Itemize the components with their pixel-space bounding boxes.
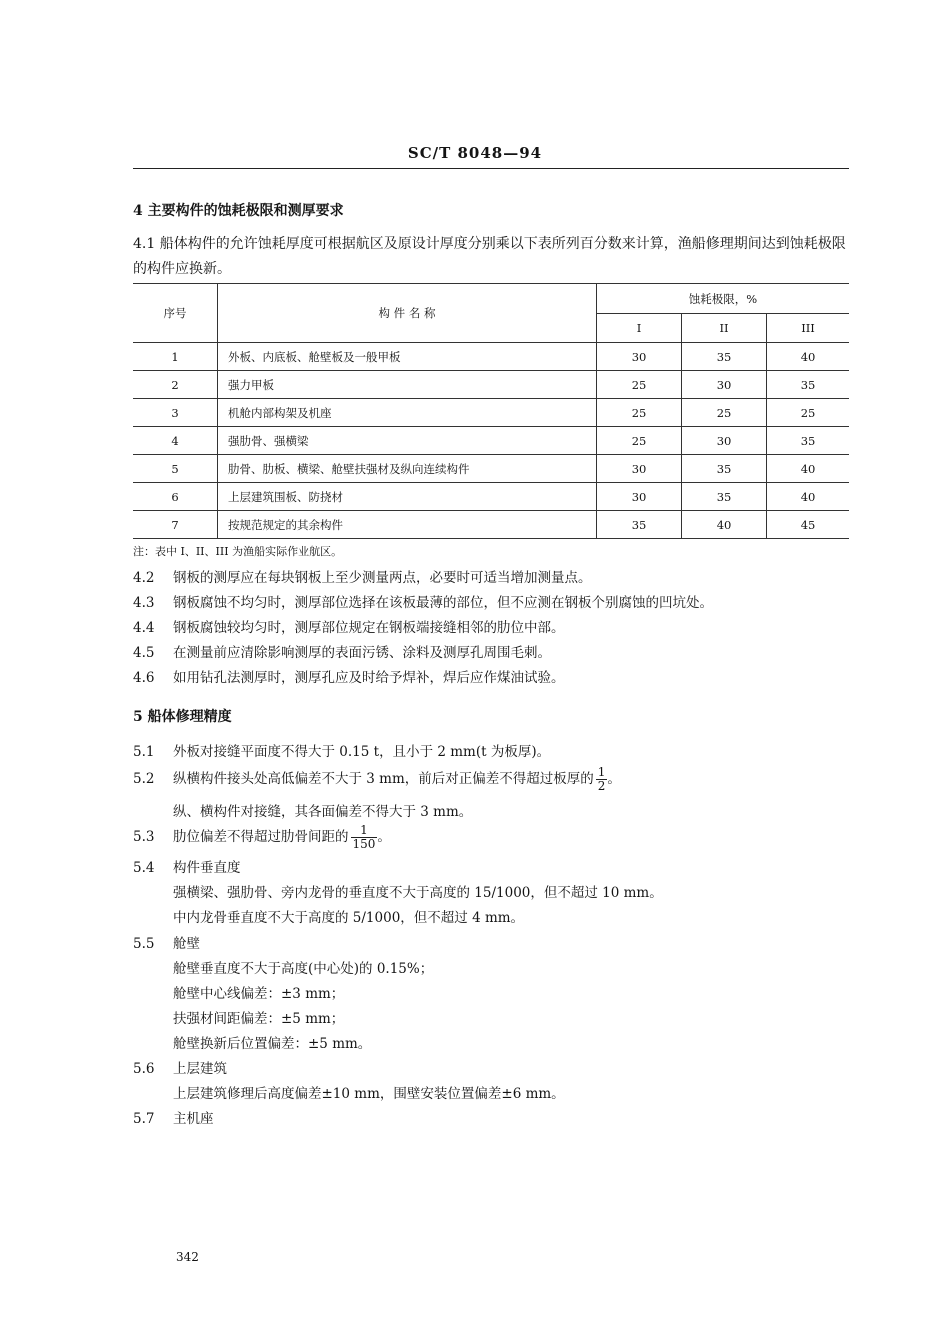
- item-5-5-line-1: 舱壁垂直度不大于高度(中心处)的 0.15%；: [173, 961, 434, 977]
- limit-zone-1: 30: [597, 455, 682, 483]
- limit-zone-3: 25: [767, 399, 849, 427]
- table-row: [133, 343, 849, 371]
- limit-zone-1: 35: [597, 511, 682, 539]
- item-5-6-line-1: 上层建筑修理后高度偏差±10 mm，围壁安装位置偏差±6 mm。: [173, 1086, 565, 1102]
- item-number: 5.4: [133, 860, 155, 876]
- item-4-3: [133, 591, 713, 611]
- item-5-4-line-2: 中内龙骨垂直度不大于高度的 5/1000，但不超过 4 mm。: [173, 910, 525, 926]
- table-note: 注：表中 I、II、III 为渔船实际作业航区。: [133, 545, 343, 558]
- section-4-heading: 4 主要构件的蚀耗极限和测厚要求: [133, 203, 344, 219]
- item-number: 4.4: [133, 620, 155, 636]
- item-number: 5.5: [133, 936, 155, 952]
- limit-zone-1: 25: [597, 427, 682, 455]
- limit-zone-2: 25: [682, 399, 767, 427]
- component-name: 肋骨、肋板、横梁、舱壁扶强材及纵向连续构件: [218, 455, 597, 483]
- item-4-5: [133, 641, 551, 661]
- row-number: 2: [133, 371, 218, 399]
- table-row: [133, 511, 849, 539]
- row-number: 6: [133, 483, 218, 511]
- item-5-5-line-4: 舱壁换新后位置偏差：±5 mm。: [173, 1036, 372, 1052]
- fraction-numerator: 1: [597, 765, 606, 779]
- item-number: 5.1: [133, 744, 155, 760]
- item-5-4-line-1: 强横梁、强肋骨、旁内龙骨的垂直度不大于高度的 15/1000，但不超过 10 mm。: [173, 885, 663, 901]
- paragraph-4-1: 4.1 船体构件的允许蚀耗厚度可根据航区及原设计厚度分别乘以下表所列百分数来计算，渔船修理期间达到蚀耗极限的构件应换新。: [133, 236, 846, 277]
- fraction-one-150: [351, 824, 378, 851]
- component-name: 强力甲板: [218, 371, 597, 399]
- component-name: 外板、内底板、舱壁板及一般甲板: [218, 343, 597, 371]
- item-4-4: [133, 616, 565, 636]
- limit-zone-3: 45: [767, 511, 849, 539]
- header-component-name: 构 件 名 称: [218, 284, 597, 343]
- item-5-7: [133, 1107, 214, 1127]
- corrosion-limit-table: [133, 283, 849, 539]
- table-row: [133, 483, 849, 511]
- page-number: 342: [176, 1250, 199, 1264]
- item-text: 钢板的测厚应在每块钢板上至少测量两点，必要时可适当增加测量点。: [173, 570, 592, 586]
- component-name: 强肋骨、强横梁: [218, 427, 597, 455]
- item-5-3: [133, 824, 391, 851]
- fraction-denominator: 2: [597, 779, 606, 793]
- item-number: 5.7: [133, 1111, 155, 1127]
- item-title: 构件垂直度: [173, 860, 241, 876]
- limit-zone-1: 30: [597, 483, 682, 511]
- item-number: 4.2: [133, 570, 155, 586]
- item-number: 4.6: [133, 670, 155, 686]
- item-5-5-line-3: 扶强材间距偏差：±5 mm；: [173, 1011, 345, 1027]
- item-5-4: [133, 856, 241, 876]
- item-number: 5.2: [133, 771, 155, 787]
- item-title: 主机座: [173, 1111, 214, 1127]
- item-text: 纵横构件接头处高低偏差不大于 3 mm，前后对正偏差不得超过板厚的: [173, 771, 594, 787]
- limit-zone-3: 40: [767, 455, 849, 483]
- item-5-5-line-2: 舱壁中心线偏差：±3 mm；: [173, 986, 345, 1002]
- header-corrosion-limit: 蚀耗极限，%: [597, 284, 850, 314]
- header-seq: 序号: [133, 284, 218, 343]
- document-code: SC/T 8048—94: [407, 144, 543, 162]
- table-row: [133, 455, 849, 483]
- item-4-2: [133, 566, 592, 586]
- limit-zone-1: 30: [597, 343, 682, 371]
- limit-zone-3: 40: [767, 483, 849, 511]
- limit-zone-2: 30: [682, 427, 767, 455]
- item-5-2: [133, 766, 621, 793]
- row-number: 1: [133, 343, 218, 371]
- limit-zone-2: 35: [682, 483, 767, 511]
- header-zone-3: III: [767, 314, 849, 343]
- header-zone-1: I: [597, 314, 682, 343]
- item-number: 5.6: [133, 1061, 155, 1077]
- item-number: 4.5: [133, 645, 155, 661]
- limit-zone-3: 35: [767, 371, 849, 399]
- limit-zone-1: 25: [597, 399, 682, 427]
- item-5-1: [133, 740, 550, 760]
- limit-zone-3: 35: [767, 427, 849, 455]
- header-rule: [133, 168, 849, 169]
- row-number: 4: [133, 427, 218, 455]
- item-number: 5.3: [133, 829, 155, 845]
- limit-zone-2: 35: [682, 455, 767, 483]
- header-zone-2: II: [682, 314, 767, 343]
- item-text: 在测量前应清除影响测厚的表面污锈、涂料及测厚孔周围毛刺。: [173, 645, 551, 661]
- limit-zone-2: 35: [682, 343, 767, 371]
- item-5-2-detail: 纵、横构件对接缝，其各面偏差不得大于 3 mm。: [173, 804, 473, 820]
- row-number: 7: [133, 511, 218, 539]
- item-5-6: [133, 1057, 227, 1077]
- item-text: 钢板腐蚀不均匀时，测厚部位选择在该板最薄的部位，但不应测在钢板个别腐蚀的凹坑处。: [173, 595, 713, 611]
- component-name: 机舱内部构架及机座: [218, 399, 597, 427]
- table-row: [133, 399, 849, 427]
- table-row: [133, 371, 849, 399]
- item-text: 外板对接缝平面度不得大于 0.15 t，且小于 2 mm(t 为板厚)。: [173, 744, 551, 760]
- row-number: 5: [133, 455, 218, 483]
- item-text: 如用钻孔法测厚时，测厚孔应及时给予焊补，焊后应作煤油试验。: [173, 670, 565, 686]
- component-name: 按规范规定的其余构件: [218, 511, 597, 539]
- fraction-denominator: 150: [352, 837, 376, 851]
- item-text-end: 。: [377, 829, 391, 845]
- table-row: [133, 427, 849, 455]
- limit-zone-3: 40: [767, 343, 849, 371]
- item-text: 钢板腐蚀较均匀时，测厚部位规定在钢板端接缝相邻的肋位中部。: [173, 620, 565, 636]
- fraction-one-half: [596, 766, 608, 793]
- component-name: 上层建筑围板、防挠材: [218, 483, 597, 511]
- item-number: 4.3: [133, 595, 155, 611]
- item-4-6: [133, 666, 565, 686]
- section-5-heading: 5 船体修理精度: [133, 709, 232, 725]
- item-title: 上层建筑: [173, 1061, 227, 1077]
- item-text-end: 。: [607, 771, 621, 787]
- limit-zone-1: 25: [597, 371, 682, 399]
- item-text: 肋位偏差不得超过肋骨间距的: [173, 829, 349, 845]
- item-5-5: [133, 932, 200, 952]
- fraction-numerator: 1: [360, 823, 368, 837]
- item-title: 舱壁: [173, 936, 200, 952]
- limit-zone-2: 30: [682, 371, 767, 399]
- limit-zone-2: 40: [682, 511, 767, 539]
- row-number: 3: [133, 399, 218, 427]
